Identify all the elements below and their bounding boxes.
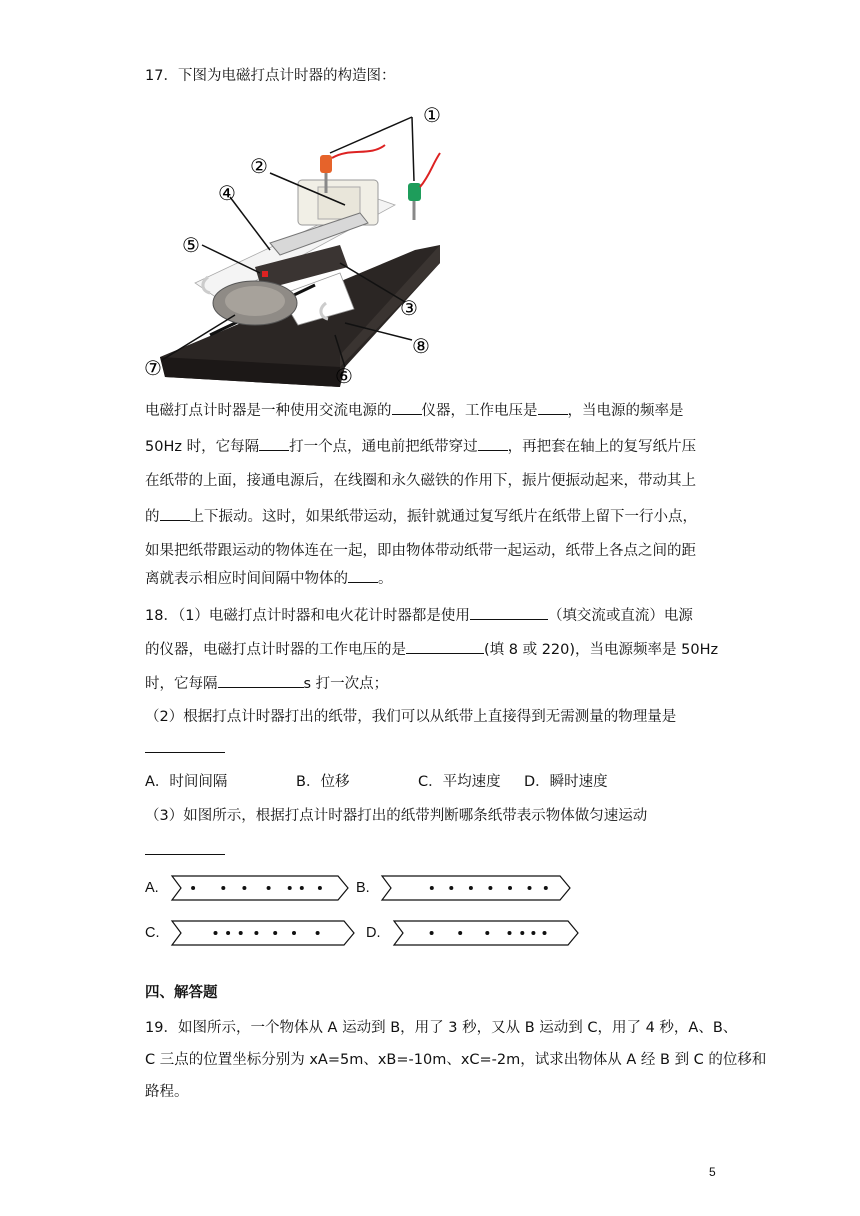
q17-para-line-5: 如果把纸带跟运动的物体连在一起，即由物体带动纸带一起运动，纸带上各点之间的距 xyxy=(145,543,696,559)
callout-3: ③ xyxy=(400,296,418,320)
q17-para-line-6: 离就表示相应时间间隔中物体的 。 xyxy=(145,568,393,589)
tape-dot xyxy=(520,931,524,935)
tape-dot xyxy=(485,931,489,935)
callout-6: ⑥ xyxy=(335,364,353,388)
tape-dot xyxy=(458,931,462,935)
tape-dot xyxy=(288,886,292,890)
tape-c[interactable] xyxy=(170,917,356,949)
q18-option-c[interactable]: C．平均速度 xyxy=(418,774,501,790)
tape-dot xyxy=(226,931,230,935)
tape-b-label[interactable]: B. xyxy=(356,880,370,896)
blank-interval[interactable] xyxy=(259,436,289,451)
tape-dot xyxy=(214,931,218,935)
page-number: 5 xyxy=(709,1165,716,1179)
red-terminal xyxy=(320,155,332,173)
tape-a-label[interactable]: A. xyxy=(145,880,159,896)
q18-line-2: 的仪器，电磁打点计时器的工作电压的是 (填 8 或 220)，当电源频率是 50Hz xyxy=(145,639,718,660)
tape-dot xyxy=(430,931,434,935)
tape-dot xyxy=(254,931,258,935)
callout-8: ⑧ xyxy=(412,334,430,358)
q17-para-line-2: 50Hz 时，它每隔 打一个点，通电前把纸带穿过 ，再把套在轴上的复写纸片压 xyxy=(145,436,696,457)
blank-part-2[interactable] xyxy=(145,738,225,753)
q17-stem: 17．下图为电磁打点计时器的构造图： xyxy=(145,68,396,84)
q18-part-2: （2）根据打点计时器打出的纸带，我们可以从纸带上直接得到无需测量的物理量是 xyxy=(145,709,677,725)
tape-dot xyxy=(430,886,434,890)
callout-4: ④ xyxy=(218,181,236,205)
tape-dot xyxy=(191,886,195,890)
tape-c-label[interactable]: C. xyxy=(145,925,160,941)
q18-option-d[interactable]: D．瞬时速度 xyxy=(524,774,608,790)
tape-dot xyxy=(267,886,271,890)
tape-d-label[interactable]: D. xyxy=(366,925,381,941)
tape-dot xyxy=(528,886,532,890)
tape-b[interactable] xyxy=(380,872,572,904)
tape-dot xyxy=(508,931,512,935)
q19-line-3: 路程。 xyxy=(145,1084,189,1100)
tape-dot xyxy=(316,931,320,935)
tape-dot xyxy=(300,886,304,890)
tape-dot xyxy=(292,931,296,935)
q19-line-2: C 三点的位置坐标分别为 xA=5m、xB=-10m、xC=-2m，试求出物体从 A 经 B 到 C 的位移和 xyxy=(145,1052,767,1068)
tape-dot xyxy=(221,886,225,890)
section-heading: 四、解答题 xyxy=(145,985,218,1001)
tape-d[interactable] xyxy=(392,917,580,949)
timer-figure xyxy=(140,95,450,390)
tape-dot xyxy=(508,886,512,890)
q18-option-a[interactable]: A．时间间隔 xyxy=(145,774,228,790)
q17-para-line-3: 在纸带的上面，接通电源后，在线圈和永久磁铁的作用下，振片便振动起来，带动其上 xyxy=(145,473,696,489)
blank-pass-through[interactable] xyxy=(478,436,508,451)
blank-8-or-220[interactable] xyxy=(406,639,484,654)
blank-part-3[interactable] xyxy=(145,840,225,855)
blank-voltage[interactable] xyxy=(538,400,568,415)
tape-outline xyxy=(172,921,354,945)
callout-1: ① xyxy=(423,103,441,127)
blank-instrument[interactable] xyxy=(392,400,422,415)
blank-ac-dc[interactable] xyxy=(470,605,548,620)
callout-5: ⑤ xyxy=(182,233,200,257)
tape-dot xyxy=(318,886,322,890)
tape-dot xyxy=(242,886,246,890)
q17-para-line-4: 的 上下振动。这时，如果纸带运动，振针就通过复写纸片在纸带上留下一行小点， xyxy=(145,506,697,527)
blank-vibrate-part[interactable] xyxy=(160,506,190,521)
green-terminal xyxy=(408,183,421,201)
tape-dot xyxy=(531,931,535,935)
tape-dot xyxy=(449,886,453,890)
q18-line-1: 18．（1）电磁打点计时器和电火花计时器都是使用 （填交流或直流）电源 xyxy=(145,605,693,626)
callout-2: ② xyxy=(250,154,268,178)
q17-para-line-1: 电磁打点计时器是一种使用交流电源的 仪器，工作电压是 ，当电源的频率是 xyxy=(145,400,684,421)
tape-dot xyxy=(273,931,277,935)
q18-option-b[interactable]: B．位移 xyxy=(296,774,350,790)
q18-part-3: （3）如图所示，根据打点计时器打出的纸带判断哪条纸带表示物体做匀速运动 xyxy=(145,808,648,824)
tape-dot xyxy=(488,886,492,890)
callout-7: ⑦ xyxy=(144,356,162,380)
blank-seconds[interactable] xyxy=(218,673,304,688)
tape-dot xyxy=(543,931,547,935)
tape-dot xyxy=(469,886,473,890)
tape-dot xyxy=(544,886,548,890)
tape-a[interactable] xyxy=(170,872,350,904)
tape-outline xyxy=(382,876,570,900)
tape-dot xyxy=(239,931,243,935)
blank-displacement[interactable] xyxy=(348,568,378,583)
q18-line-3: 时，它每隔 s 打一次点； xyxy=(145,673,388,694)
q19-line-1: 19．如图所示，一个物体从 A 运动到 B，用了 3 秒，又从 B 运动到 C，用了 4 秒，A、B、 xyxy=(145,1020,738,1036)
